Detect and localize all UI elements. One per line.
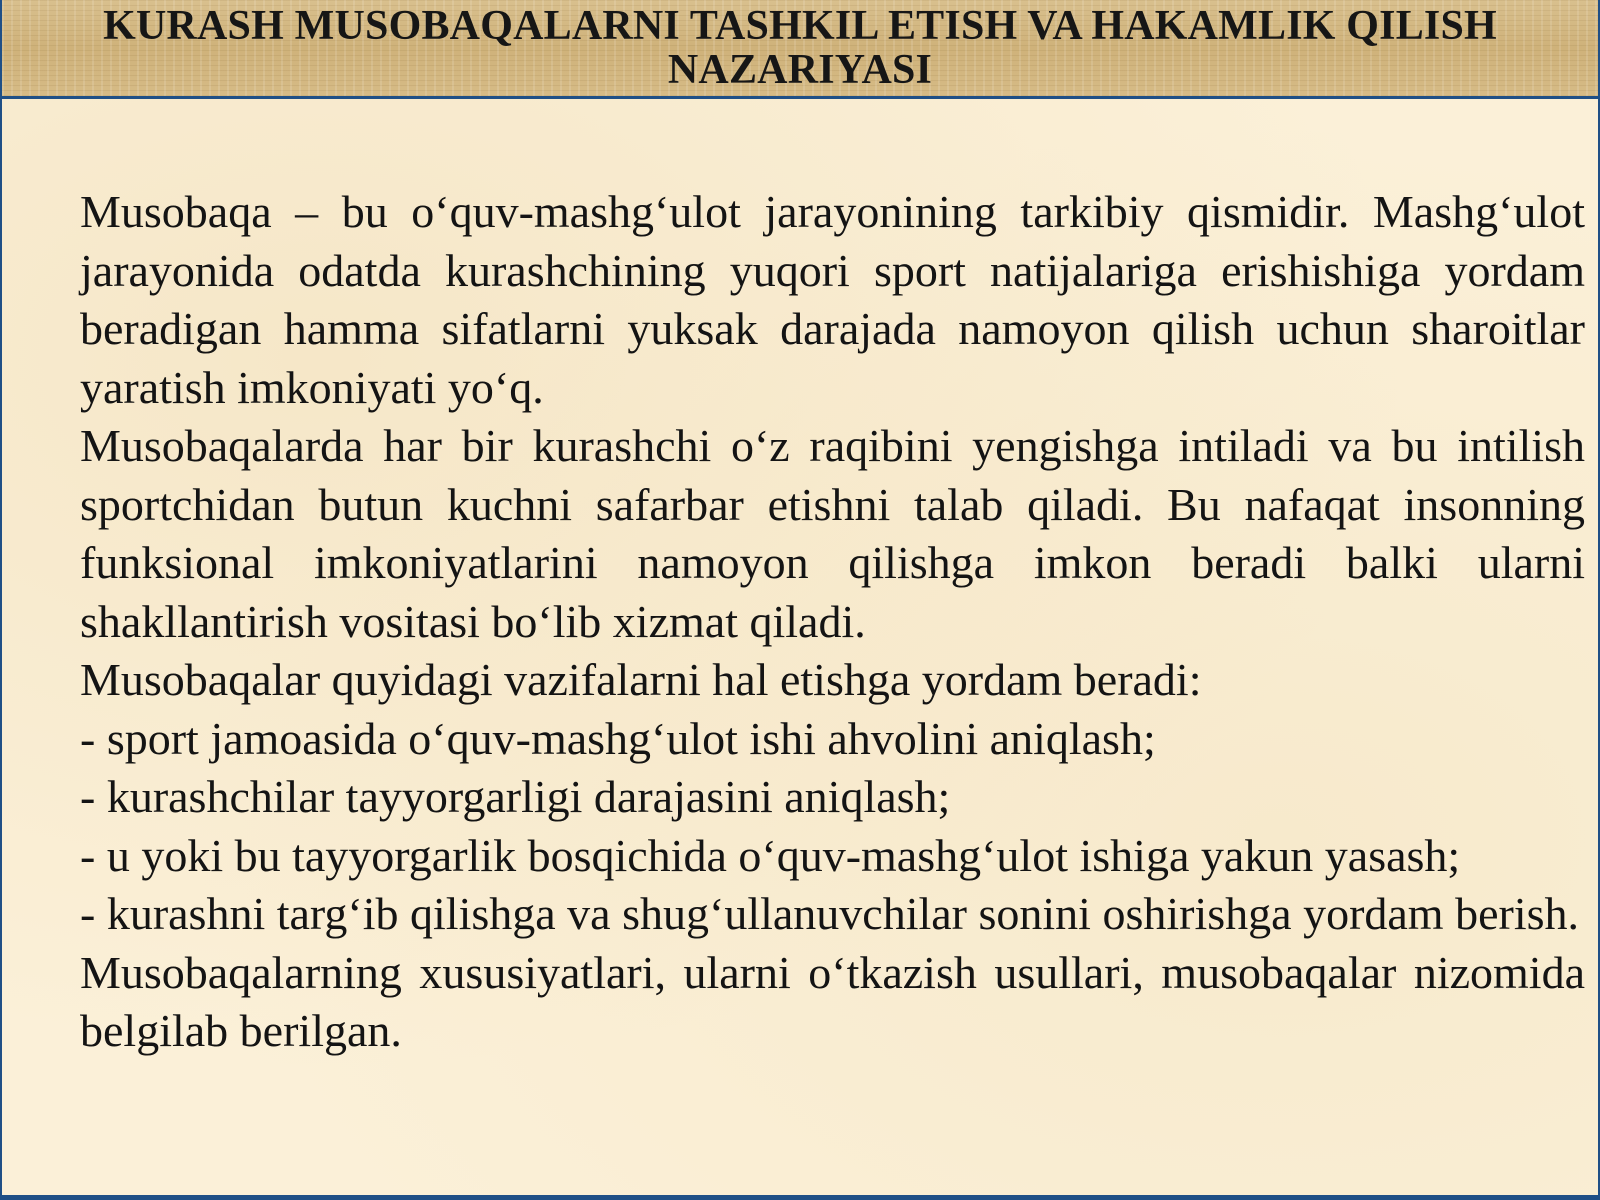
list-item: - u yoki bu tayyorgarlik bosqichida o‘quv-mashg‘ulot ishiga yakun yasash; [80,829,1461,881]
paragraph-competition: Musobaqalarda har bir kurashchi o‘z raqibini yengishga intiladi va bu intilish sportchidan butun kuchni safarbar etishni talab qiladi. Bu nafaqat insonning funksional imkoniyatlarini namoyon qilishga imkon beradi balki ularni shakllantirish vositasi bo‘lib xizmat qiladi. [80,420,1585,647]
paragraph-tasks-lead: Musobaqalar quyidagi vazifalarni hal etishga yordam beradi: [80,654,1202,705]
paragraph-closing: Musobaqalarning xususiyatlari, ularni o‘tkazish usullari, musobaqalar nizomida belgilab berilgan. [80,946,1585,1056]
list-item: - kurashchilar tayyorgarligi darajasini aniqlash; [80,771,951,822]
slide-title: KURASH MUSOBAQALARNI TASHKIL ETISH VA HAKAMLIK QILISH NAZARIYASI [103,3,1497,93]
list-item: - kurashni targ‘ib qilishga va shug‘ullanuvchilar sonini oshirishga yordam berish. [80,888,1579,939]
list-item: - sport jamoasida o‘quv-mashg‘ulot ishi ahvolini aniqlash; [80,712,1156,764]
slide-body [80,183,1585,1061]
title-bar [2,0,1598,99]
paragraph-intro: Musobaqa – bu o‘quv-mashg‘ulot jarayonining tarkibiy qismidir. Mashg‘ulot jarayonida odatda kurashchining yuqori sport natijalariga erishishiga yordam beradigan hamma sifatlarni yuksak darajada namoyon qilish uchun sharoitlar yaratish imkoniyati yo‘q. [80,186,1585,413]
